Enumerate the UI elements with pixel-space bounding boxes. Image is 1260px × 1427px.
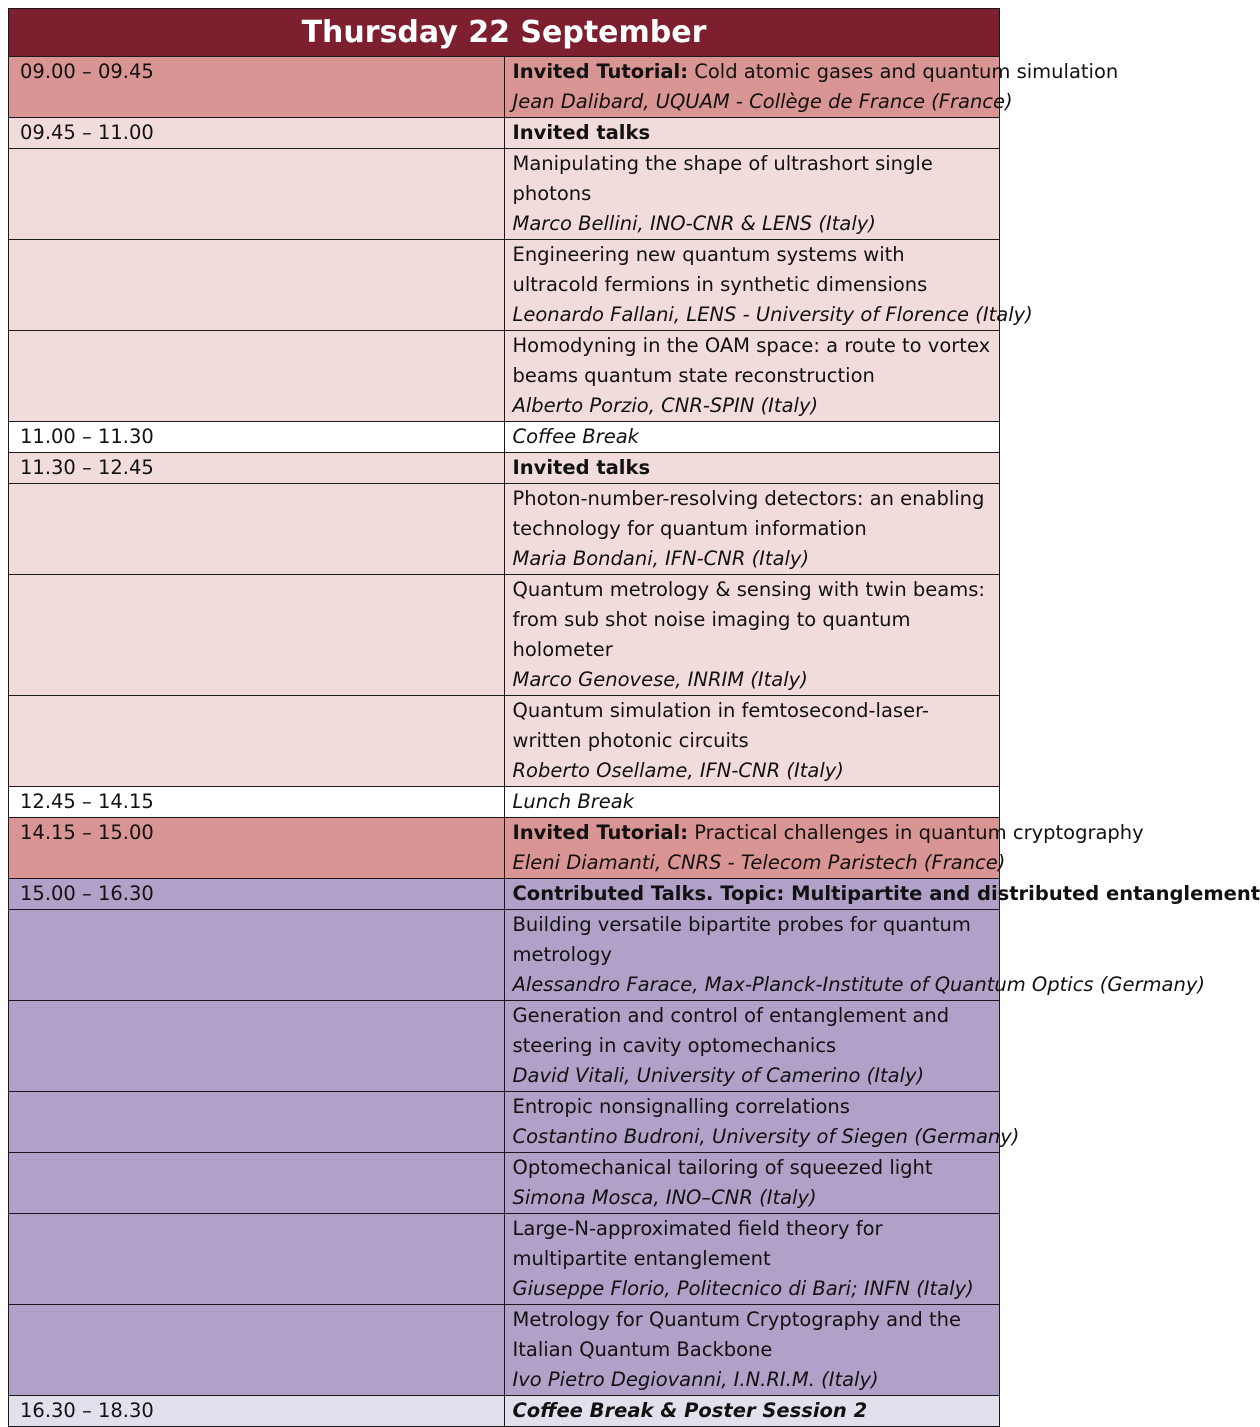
table-row (9, 787, 1000, 818)
schedule-table (8, 8, 1260, 1427)
poster-session-label: Coffee Break & Poster Session 2 (512, 1399, 868, 1422)
time-cell (9, 331, 505, 422)
time-cell (9, 1153, 505, 1214)
time-cell: 14.15 – 15.00 (9, 818, 505, 879)
talk-title: Engineering new quantum systems with ultracold fermions in synthetic dimensions (512, 243, 928, 296)
session-label: Invited Tutorial: (512, 821, 689, 844)
time-cell: 11.00 – 11.30 (9, 422, 505, 453)
time-cell (9, 1092, 505, 1153)
talk-title: Homodyning in the OAM space: a route to vortex beams quantum state reconstruction (512, 334, 991, 387)
talk-title: Manipulating the shape of ultrashort single photons (512, 152, 933, 205)
page-title: Thursday 22 September (9, 9, 1000, 57)
time-cell (9, 240, 505, 331)
talk-title: Photon-number-resolving detectors: an enabling technology for quantum information (512, 487, 985, 540)
table-row (9, 453, 1000, 484)
session-label: Invited Tutorial: (512, 60, 689, 83)
table-row (9, 1092, 1000, 1153)
speaker: Marco Bellini, INO-CNR & LENS (Italy) (512, 212, 876, 235)
table-row (9, 575, 1000, 696)
table-row (9, 1153, 1000, 1214)
table-row (9, 422, 1000, 453)
speaker: Eleni Diamanti, CNRS - Telecom Paristech (France) (512, 851, 1006, 874)
table-row (9, 149, 1000, 240)
speaker: Costantino Budroni, University of Siegen (Germany) (512, 1125, 1020, 1148)
session-cell (504, 879, 1260, 910)
table-row (9, 1396, 1000, 1427)
table-row (9, 57, 1000, 118)
speaker: Alessandro Farace, Max-Planck-Institute of Quantum Optics (Germany) (512, 973, 1205, 996)
table-row (9, 910, 1000, 1001)
speaker: Simona Mosca, INO–CNR (Italy) (512, 1186, 817, 1209)
talk-cell (504, 1001, 1000, 1092)
break-cell (504, 787, 1000, 818)
talk-title: Building versatile bipartite probes for quantum metrology (512, 913, 971, 966)
speaker: Marco Genovese, INRIM (Italy) (512, 668, 808, 691)
break-label: Lunch Break (512, 790, 634, 813)
session-cell (504, 57, 1119, 118)
table-row (9, 118, 1000, 149)
time-cell: 15.00 – 16.30 (9, 879, 505, 910)
table-row (9, 484, 1000, 575)
talk-cell (504, 696, 1000, 787)
table-row (9, 240, 1000, 331)
talk-cell (504, 910, 1205, 1001)
time-cell (9, 575, 505, 696)
time-cell (9, 1001, 505, 1092)
time-cell (9, 1214, 505, 1305)
talk-cell (504, 149, 1000, 240)
talk-cell (504, 484, 1000, 575)
header-row (9, 9, 1000, 57)
session-cell (504, 453, 1000, 484)
talk-title: Generation and control of entanglement and steering in cavity optomechanics (512, 1004, 950, 1057)
talk-cell (504, 1092, 1020, 1153)
session-label: Invited talks (512, 456, 651, 479)
session-label: Contributed Talks. Topic: Multipartite and distributed entanglement (512, 882, 1260, 905)
talk-title: Quantum simulation in femtosecond-laser-written photonic circuits (512, 699, 929, 752)
table-row (9, 1214, 1000, 1305)
session-cell (504, 1396, 1000, 1427)
talk-title: Entropic nonsignalling correlations (512, 1095, 850, 1118)
time-cell: 11.30 – 12.45 (9, 453, 505, 484)
speaker: Leonardo Fallani, LENS - University of Florence (Italy) (512, 303, 1033, 326)
talk-title: Optomechanical tailoring of squeezed light (512, 1156, 933, 1179)
time-cell: 09.45 – 11.00 (9, 118, 505, 149)
talk-cell (504, 1214, 1000, 1305)
session-cell (504, 118, 1000, 149)
table-row (9, 331, 1000, 422)
time-cell (9, 484, 505, 575)
time-cell (9, 696, 505, 787)
time-cell (9, 1305, 505, 1396)
time-cell: 09.00 – 09.45 (9, 57, 505, 118)
speaker: David Vitali, University of Camerino (Italy) (512, 1064, 925, 1087)
session-title: Cold atomic gases and quantum simulation (688, 60, 1119, 83)
talk-cell (504, 331, 1000, 422)
speaker: Giuseppe Florio, Politecnico di Bari; INFN (Italy) (512, 1277, 974, 1300)
time-cell: 12.45 – 14.15 (9, 787, 505, 818)
time-cell (9, 910, 505, 1001)
session-cell (504, 818, 1144, 879)
table-row (9, 818, 1000, 879)
talk-title: Metrology for Quantum Cryptography and the Italian Quantum Backbone (512, 1308, 962, 1361)
speaker: Ivo Pietro Degiovanni, I.N.RI.M. (Italy) (512, 1368, 879, 1391)
talk-title: Large-N-approximated field theory for multipartite entanglement (512, 1217, 883, 1270)
talk-cell (504, 1305, 1000, 1396)
talk-cell (504, 240, 1033, 331)
speaker: Alberto Porzio, CNR-SPIN (Italy) (512, 394, 819, 417)
session-label: Invited talks (512, 121, 651, 144)
speaker: Maria Bondani, IFN-CNR (Italy) (512, 547, 810, 570)
table-row (9, 1001, 1000, 1092)
break-cell (504, 422, 1000, 453)
talk-title: Quantum metrology & sensing with twin beams: from sub shot noise imaging to quantum holometer (512, 578, 985, 661)
table-row (9, 696, 1000, 787)
time-cell: 16.30 – 18.30 (9, 1396, 505, 1427)
table-row (9, 1305, 1000, 1396)
session-title: Practical challenges in quantum cryptography (688, 821, 1144, 844)
time-cell (9, 149, 505, 240)
table-row (9, 879, 1000, 910)
talk-cell (504, 1153, 1000, 1214)
speaker: Roberto Osellame, IFN-CNR (Italy) (512, 759, 844, 782)
speaker: Jean Dalibard, UQUAM - Collège de France (France) (512, 90, 1013, 113)
break-label: Coffee Break (512, 425, 639, 448)
talk-cell (504, 575, 1000, 696)
